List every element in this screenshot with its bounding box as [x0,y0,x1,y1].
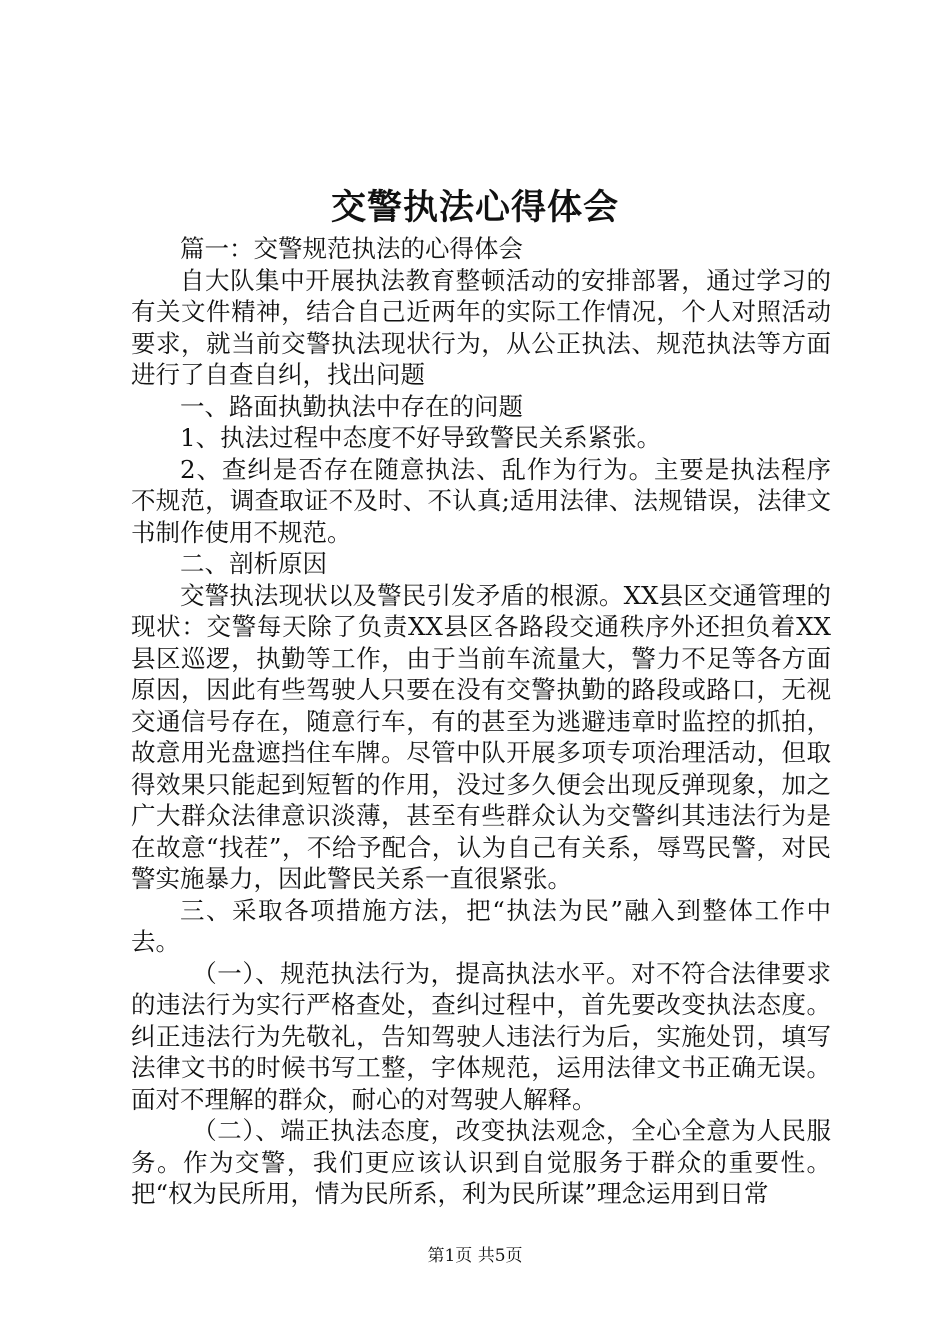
section-heading: 三、采取各项措施方法，把“执法为民”融入到整体工作中去。 [131,895,831,956]
paragraph: 自大队集中开展执法教育整顿活动的安排部署，通过学习的有关文件精神，结合自己近两年的实际工作情况，个人对照活动要求，就当前交警执法现状行为，从公正执法、规范执法等方面进行了自查自纠，找出问题 [131,265,831,389]
section-heading: 二、剖析原因 [180,549,327,578]
document-body [131,233,831,1210]
paragraph: 交警执法现状以及警民引发矛盾的根源。XX县区交通管理的现状：交警每天除了负责XX县区各路段交通秩序外还担负着XX县区巡逻，执勤等工作，由于当前车流量大，警力不足等各方面原因，因此有些驾驶人只要在没有交警执勤的路段或路口，无视交通信号存在，随意行车，有的甚至为逃避违章时监控的抓拍，故意用光盘遮挡住车牌。尽管中队开展多项专项治理活动，但取得效果只能起到短暂的作用，没过多久便会出现反弹现象，加之广大群众法律意识淡薄，甚至有些群众认为交警纠其违法行为是在故意“找茬”，不给予配合，认为自己有关系，辱骂民警，对民警实施暴力，因此警民关系一直很紧张。 [131,580,831,893]
section-heading: 篇一：交警规范执法的心得体会 [180,234,523,263]
page-footer: 第1页 共5页 [427,1246,523,1266]
paragraph: 1、执法过程中态度不好导致警民关系紧张。 [180,423,662,452]
document-title: 交警执法心得体会 [330,187,619,228]
paragraph: （一）、规范执法行为，提高执法水平。对不符合法律要求的违法行为实行严格查处，查纠过程中，首先要改变执法态度。纠正违法行为先敬礼，告知驾驶人违法行为后，实施处罚，填写法律文书的时候书写工整，字体规范，运用法律文书正确无误。面对不理解的群众，耐心的对驾驶人解释。 [131,958,831,1114]
section-heading: 一、路面执勤执法中存在的问题 [180,391,523,421]
paragraph: 2、查纠是否存在随意执法、乱作为行为。主要是执法程序不规范，调查取证不及时、不认真;适用法律、法规错误，法律文书制作使用不规范。 [131,454,831,547]
paragraph: （二）、端正执法态度，改变执法观念，全心全意为人民服务。作为交警，我们更应该认识到自觉服务于群众的重要性。把“权为民所用，情为民所系，利为民所谋”理念运用到日常 [131,1116,831,1208]
